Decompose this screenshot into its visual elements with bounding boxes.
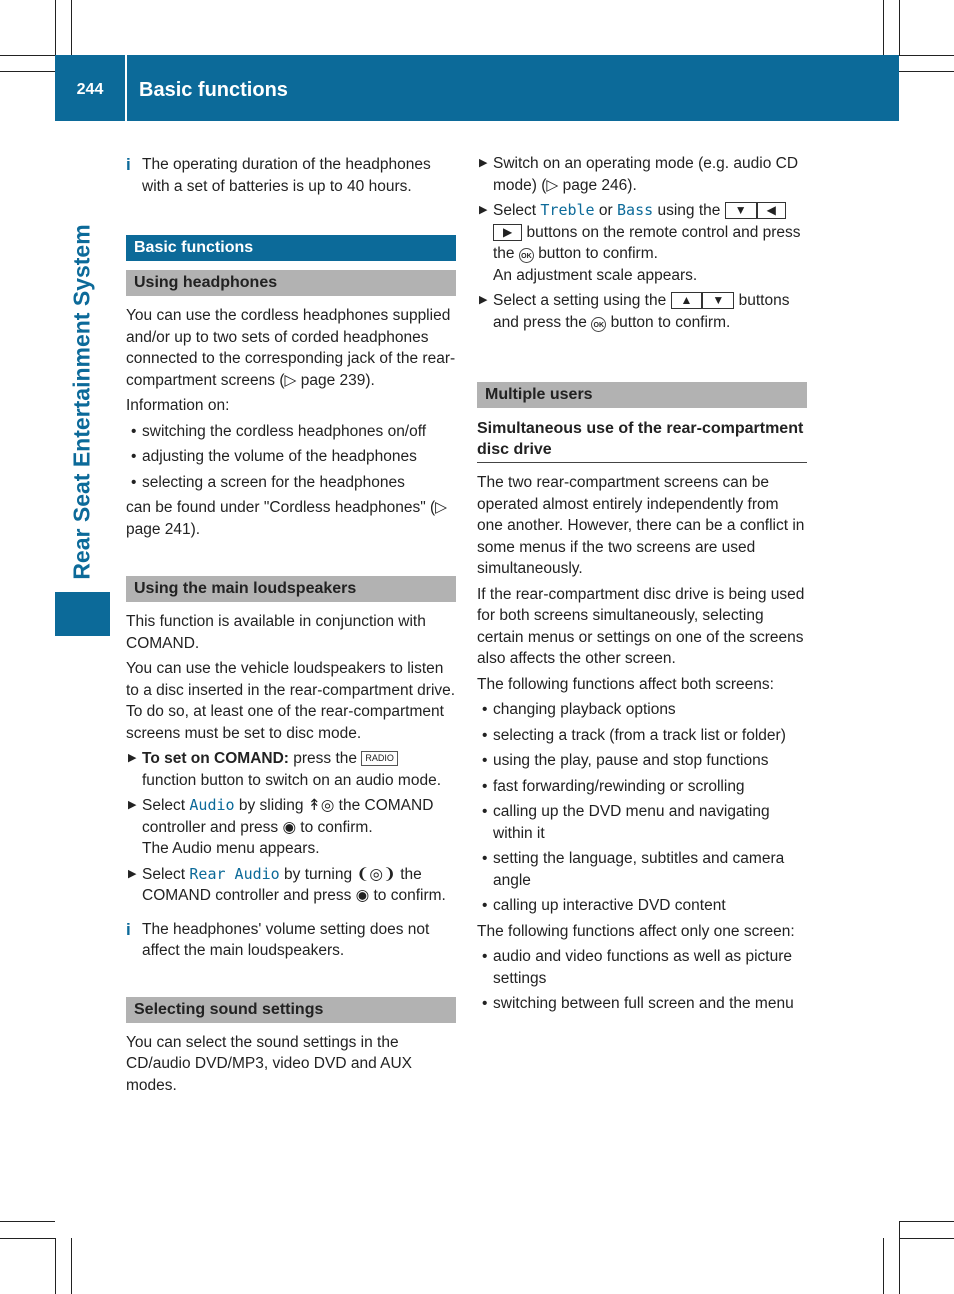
instruction-step: ▶ Select Rear Audio by turning ❨◎❩ the COMAND controller and press ◉ to confirm. [128, 864, 446, 904]
list-item: • selecting a screen for the headphones [131, 473, 405, 491]
press-controller-icon: ◉ [355, 887, 370, 904]
crop-mark [899, 55, 954, 56]
info-text: The operating duration of the headphones with a set of batteries is up to 40 hours. [142, 156, 431, 195]
section-heading: Basic functions [126, 235, 456, 261]
paragraph: You can use the vehicle loudspeakers to listen to a disc inserted in the rear-compartment drive. To do so, at least one of the rear-compartment screens must be set to disc mode. [126, 660, 456, 742]
subsection-heading: Using headphones [126, 270, 456, 296]
up-arrow-icon: ▲ [671, 292, 703, 309]
side-tab-label: Rear Seat Entertainment System [68, 224, 95, 580]
list-item: • selecting a track (from a track list or folder) [482, 726, 786, 744]
paragraph: This function is available in conjunction with COMAND. [126, 613, 426, 652]
left-arrow-icon: ◀ [757, 202, 786, 219]
crop-mark [55, 0, 56, 55]
list-item: • setting the language, subtitles and camera angle [482, 850, 785, 889]
paragraph: Information on: [126, 397, 230, 414]
crop-mark [55, 1238, 56, 1294]
instruction-step: ▶ Select a setting using the ▲ ▼ buttons and press the OK button to confirm. [479, 292, 790, 331]
instruction-step: ▶ To set on COMAND: press the RADIO function button to switch on an audio mode. [128, 750, 442, 789]
instruction-step: ▶ Select Treble or Bass using the ▼ ◀▶ buttons on the remote control and press the OK button to confirm. An adjustment scale appears. [479, 201, 801, 284]
crop-mark [899, 1221, 900, 1294]
crop-mark [899, 1238, 954, 1239]
info-text: The headphones' volume setting does not affect the main loudspeakers. [142, 920, 430, 959]
page-number: 244 [76, 81, 104, 98]
paragraph: The following functions affect both screens: [477, 675, 774, 693]
down-arrow-icon: ▼ [702, 292, 734, 309]
crop-mark [883, 1238, 884, 1294]
subsection-heading: Using the main loudspeakers [126, 576, 456, 602]
paragraph: can be found under "Cordless headphones" (▷ page 241). [126, 499, 448, 538]
paragraph: If the rear-compartment disc drive is being used for both screens simultaneously, selecting certain menus or settings on one of the screens also affects the other screen. [477, 585, 805, 667]
turn-controller-icon: ❨◎❩ [356, 865, 396, 883]
info-icon: i [126, 919, 131, 939]
step-arrow-icon: ▶ [128, 752, 137, 764]
header-title: Basic functions [139, 78, 288, 101]
info-note [126, 919, 456, 962]
page-header [55, 55, 899, 121]
ok-button-icon: OK [519, 248, 534, 263]
crop-mark [0, 1221, 55, 1222]
crop-mark [0, 1238, 55, 1239]
crop-mark [883, 0, 884, 55]
list-item: • switching the cordless headphones on/off [131, 422, 427, 440]
list-item: • using the play, pause and stop functions [482, 752, 769, 769]
step-arrow-icon: ▶ [479, 294, 488, 306]
step-arrow-icon: ▶ [479, 157, 488, 169]
right-arrow-icon: ▶ [493, 224, 522, 241]
paragraph: You can select the sound settings in the CD/audio DVD/MP3, video DVD and AUX modes. [126, 1033, 413, 1094]
list-item: • calling up the DVD menu and navigating within it [482, 803, 770, 842]
crop-mark [71, 0, 72, 55]
step-arrow-icon: ▶ [128, 799, 137, 811]
radio-button-icon: RADIO [361, 751, 398, 766]
step-arrow-icon: ▶ [479, 204, 488, 216]
instruction-step: ▶ Select Audio by sliding ↟◎ the COMAND controller and press ◉ to confirm. The Audio menu appears. [128, 796, 434, 857]
right-column [477, 153, 807, 1019]
list-item: • changing playback options [482, 701, 676, 718]
down-arrow-icon: ▼ [725, 202, 757, 219]
info-note [126, 154, 456, 197]
list-item: • audio and video functions as well as picture settings [482, 948, 792, 987]
list-item: • calling up interactive DVD content [482, 897, 726, 914]
subsection-heading: Selecting sound settings [126, 997, 456, 1023]
left-column [126, 154, 456, 1100]
list-item: • switching between full screen and the menu [482, 995, 794, 1012]
crop-mark [0, 71, 55, 72]
list-item: • adjusting the volume of the headphones [131, 448, 417, 465]
crop-mark [0, 55, 55, 56]
ok-button-icon: OK [591, 317, 606, 332]
crop-mark [899, 0, 900, 55]
paragraph: The two rear-compartment screens can be operated almost entirely independently from one another. However, there can be a conflict in some menus if the two screens are used simultaneously. [477, 474, 805, 577]
paragraph: The following functions affect only one screen: [477, 922, 795, 940]
side-tab-marker [55, 592, 110, 636]
paragraph: You can use the cordless headphones supplied and/or up to two sets of corded headphones connected to the corresponding jack of the rear-compartment screens (▷ page 239). [126, 307, 456, 389]
instruction-step: ▶ Switch on an operating mode (e.g. audio CD mode) (▷ page 246). [479, 155, 799, 194]
press-controller-icon: ◉ [282, 818, 296, 836]
header-divider [125, 55, 127, 121]
crop-mark [899, 71, 954, 72]
info-icon: i [126, 155, 131, 174]
step-arrow-icon: ▶ [128, 867, 137, 880]
subsection-heading: Multiple users [477, 382, 807, 408]
crop-mark [71, 1238, 72, 1294]
crop-mark [899, 1221, 954, 1222]
slide-controller-icon: ↟◎ [307, 797, 335, 814]
list-item: • fast forwarding/rewinding or scrolling [482, 777, 745, 795]
subheading: Simultaneous use of the rear-compartment disc drive [477, 418, 807, 463]
